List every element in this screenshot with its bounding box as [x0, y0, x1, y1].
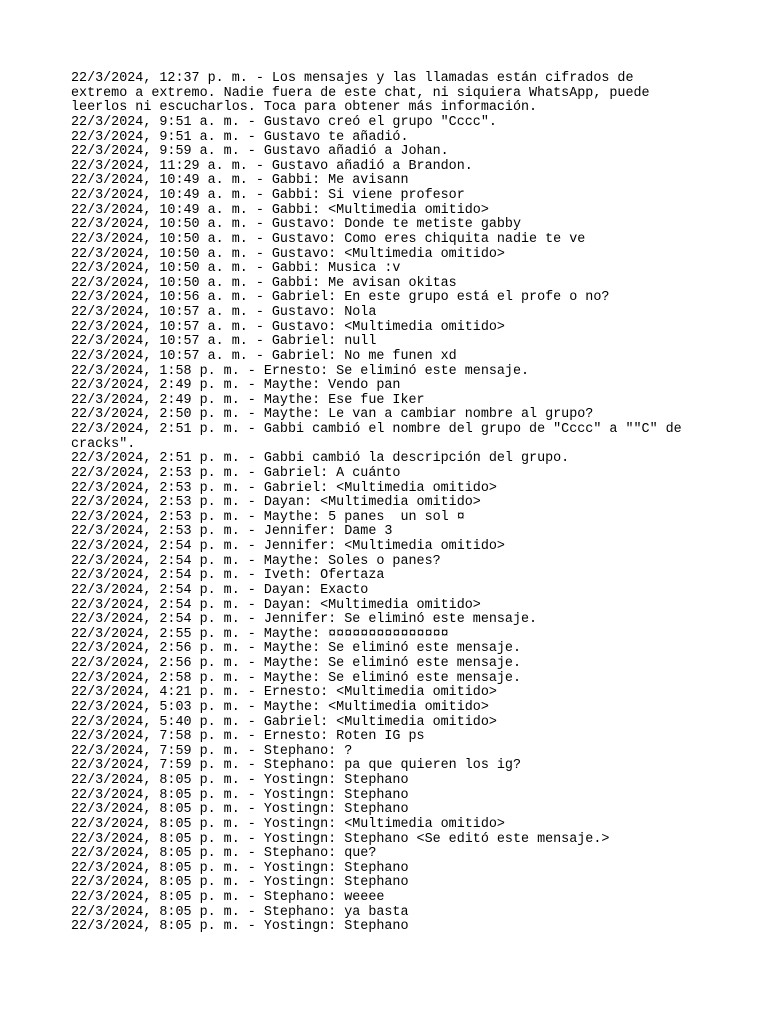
- chat-line: 22/3/2024, 2:53 p. m. - Gabriel: A cuánto: [71, 465, 401, 481]
- chat-line: 22/3/2024, 2:54 p. m. - Maythe: Soles o panes?: [71, 553, 441, 569]
- chat-line: 22/3/2024, 2:49 p. m. - Maythe: Vendo pan: [71, 378, 401, 394]
- chat-line: 22/3/2024, 4:21 p. m. - Ernesto: <Multimedia omitido>: [71, 685, 497, 701]
- chat-line: 22/3/2024, 10:50 a. m. - Gustavo: <Multimedia omitido>: [71, 246, 505, 262]
- chat-line: 22/3/2024, 2:54 p. m. - Dayan: Exacto: [71, 582, 369, 598]
- chat-line: 22/3/2024, 7:59 p. m. - Stephano: ?: [71, 743, 353, 759]
- chat-line: 22/3/2024, 2:54 p. m. - Dayan: <Multimedia omitido>: [71, 597, 481, 613]
- chat-line: 22/3/2024, 8:05 p. m. - Yostingn: <Multimedia omitido>: [71, 816, 505, 832]
- chat-line: 22/3/2024, 2:51 p. m. - Gabbi cambió el nombre del grupo de "Cccc" a ""C" de cracks".: [71, 422, 690, 452]
- chat-line: 22/3/2024, 8:05 p. m. - Yostingn: Stephano <Se editó este mensaje.>: [71, 831, 610, 847]
- chat-line: 22/3/2024, 8:05 p. m. - Yostingn: Stephano: [71, 875, 409, 891]
- chat-line: 22/3/2024, 2:54 p. m. - Iveth: Ofertaza: [71, 568, 385, 584]
- chat-line: 22/3/2024, 11:29 a. m. - Gustavo añadió a Brandon.: [71, 158, 473, 174]
- chat-line: 22/3/2024, 8:05 p. m. - Stephano: que?: [71, 846, 377, 862]
- chat-line: 22/3/2024, 9:51 a. m. - Gustavo creó el grupo "Cccc".: [71, 114, 497, 130]
- chat-line: 22/3/2024, 10:49 a. m. - Gabbi: Me avisann: [71, 173, 409, 189]
- chat-line: 22/3/2024, 2:54 p. m. - Jennifer: Se eliminó este mensaje.: [71, 612, 538, 628]
- chat-line: 22/3/2024, 10:57 a. m. - Gabriel: No me funen xd: [71, 348, 457, 364]
- chat-line: 22/3/2024, 8:05 p. m. - Stephano: weeee: [71, 890, 385, 905]
- chat-line: 22/3/2024, 2:51 p. m. - Gabbi cambió la descripción del grupo.: [71, 451, 570, 467]
- chat-line: 22/3/2024, 10:50 a. m. - Gabbi: Me avisan okitas: [71, 275, 457, 291]
- chat-line: 22/3/2024, 10:49 a. m. - Gabbi: Si viene profesor: [71, 188, 465, 203]
- chat-line: 22/3/2024, 7:58 p. m. - Ernesto: Roten IG ps: [71, 729, 425, 745]
- chat-line: 22/3/2024, 2:56 p. m. - Maythe: Se eliminó este mensaje.: [71, 656, 521, 671]
- chat-line: 22/3/2024, 7:59 p. m. - Stephano: pa que quieren los ig?: [71, 758, 521, 774]
- chat-line: 22/3/2024, 10:50 a. m. - Gustavo: Donde te metiste gabby: [71, 217, 521, 233]
- chat-line: 22/3/2024, 9:59 a. m. - Gustavo añadió a Johan.: [71, 144, 449, 160]
- chat-line: 22/3/2024, 2:50 p. m. - Maythe: Le van a cambiar nombre al grupo?: [71, 407, 594, 423]
- chat-line: 22/3/2024, 8:05 p. m. - Yostingn: Stephano: [71, 860, 409, 876]
- chat-line: 22/3/2024, 10:57 a. m. - Gabriel: null: [71, 334, 377, 350]
- chat-line: 22/3/2024, 5:40 p. m. - Gabriel: <Multimedia omitido>: [71, 714, 497, 730]
- chat-line: 22/3/2024, 8:05 p. m. - Stephano: ya basta: [71, 904, 409, 920]
- chat-line: 22/3/2024, 8:05 p. m. - Yostingn: Stephano: [71, 773, 409, 788]
- chat-export-text: [71, 72, 696, 935]
- chat-line: 22/3/2024, 2:55 p. m. - Maythe: ¤¤¤¤¤¤¤¤¤¤¤¤¤¤¤: [71, 626, 449, 642]
- chat-line: 22/3/2024, 9:51 a. m. - Gustavo te añadió.: [71, 129, 409, 145]
- chat-line: 22/3/2024, 2:56 p. m. - Maythe: Se eliminó este mensaje.: [71, 641, 521, 657]
- chat-line: 22/3/2024, 5:03 p. m. - Maythe: <Multimedia omitido>: [71, 699, 489, 715]
- chat-line: 22/3/2024, 2:53 p. m. - Gabriel: <Multimedia omitido>: [71, 480, 497, 496]
- chat-line: 22/3/2024, 10:57 a. m. - Gustavo: Nola: [71, 305, 377, 320]
- chat-line: 22/3/2024, 8:05 p. m. - Yostingn: Stephano: [71, 787, 409, 803]
- chat-line: 22/3/2024, 10:56 a. m. - Gabriel: En este grupo está el profe o no?: [71, 290, 610, 306]
- chat-line: 22/3/2024, 10:50 a. m. - Gabbi: Musica :v: [71, 261, 401, 277]
- chat-line: 22/3/2024, 2:49 p. m. - Maythe: Ese fue Iker: [71, 392, 425, 408]
- chat-line: 22/3/2024, 10:57 a. m. - Gustavo: <Multimedia omitido>: [71, 319, 505, 335]
- chat-line: 22/3/2024, 1:58 p. m. - Ernesto: Se eliminó este mensaje.: [71, 363, 530, 379]
- chat-line: 22/3/2024, 2:53 p. m. - Dayan: <Multimedia omitido>: [71, 495, 481, 511]
- chat-line: 22/3/2024, 2:53 p. m. - Jennifer: Dame 3: [71, 524, 393, 540]
- chat-line: 22/3/2024, 10:49 a. m. - Gabbi: <Multimedia omitido>: [71, 202, 489, 218]
- chat-line: 22/3/2024, 8:05 p. m. - Yostingn: Stephano: [71, 802, 409, 818]
- chat-line: 22/3/2024, 2:58 p. m. - Maythe: Se eliminó este mensaje.: [71, 670, 521, 686]
- chat-line-encryption-notice: 22/3/2024, 12:37 p. m. - Los mensajes y las llamadas están cifrados de extremo a extremo. Nadie fuera de este chat, ni siquiera WhatsApp, puede leerlos ni escucharlos. Toca para obtener más información.: [71, 71, 658, 116]
- chat-line: 22/3/2024, 10:50 a. m. - Gustavo: Como eres chiquita nadie te ve: [71, 231, 586, 247]
- chat-line: 22/3/2024, 2:54 p. m. - Jennifer: <Multimedia omitido>: [71, 539, 505, 554]
- chat-line: 22/3/2024, 2:53 p. m. - Maythe: 5 panes un sol ¤: [71, 509, 465, 525]
- chat-line: 22/3/2024, 8:05 p. m. - Yostingn: Stephano: [71, 919, 409, 935]
